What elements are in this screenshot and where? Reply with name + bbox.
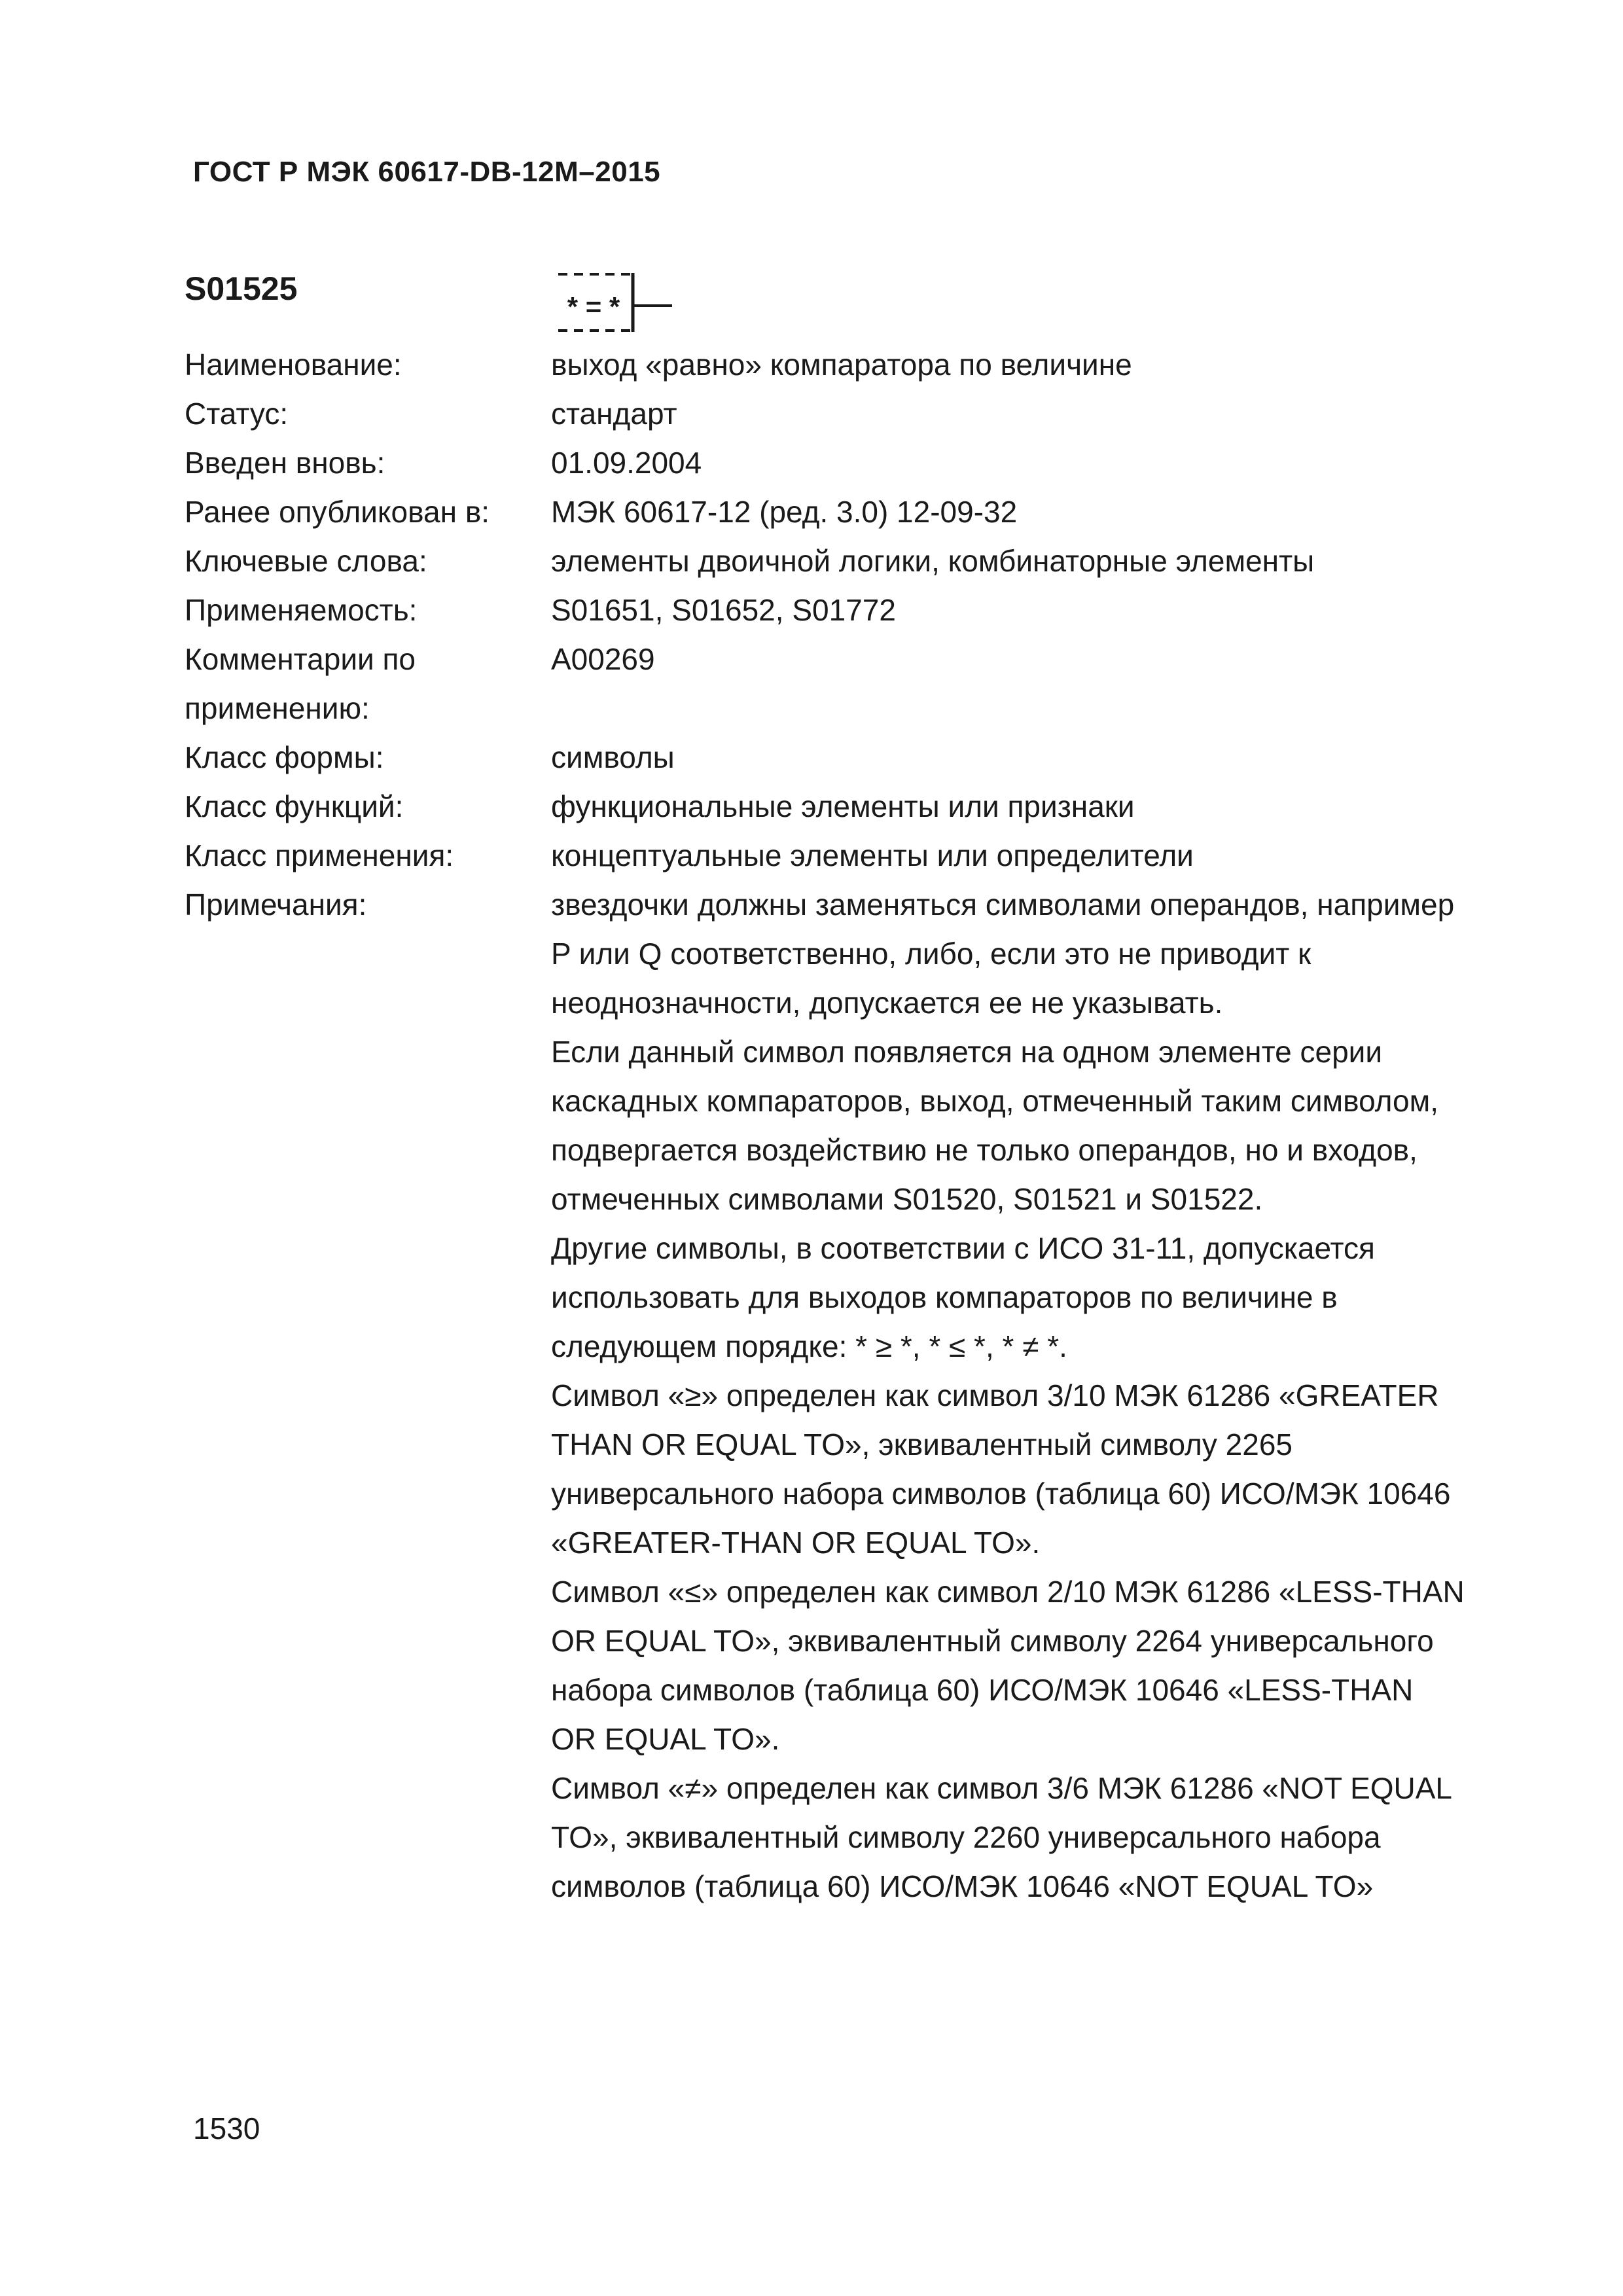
note-line: неоднозначности, допускается ее не указывать. (551, 986, 1223, 1020)
field-row-previously-published (185, 488, 1572, 537)
symbol-graphic-text: * = * (567, 291, 620, 322)
field-row-keywords (185, 537, 1572, 586)
field-list (185, 340, 1572, 1911)
field-value: элементы двоичной логики, комбинаторные элементы (551, 544, 1315, 578)
field-label: Ключевые слова: (185, 544, 427, 578)
field-value: функциональные элементы или признаки (551, 789, 1135, 823)
field-row-notes (185, 880, 1572, 1911)
document-header: ГОСТ Р МЭК 60617-DB-12M–2015 (193, 156, 661, 188)
comparator-equal-output-symbol (553, 265, 684, 337)
note-line: Если данный символ появляется на одном элементе серии (551, 1035, 1383, 1069)
page-number: 1530 (193, 2111, 260, 2145)
field-label: применению: (185, 691, 370, 725)
note-line: звездочки должны заменяться символами операндов, например (551, 888, 1455, 922)
field-row-status (185, 389, 1572, 439)
note-line: OR EQUAL TO», эквивалентный символу 2264 универсального (551, 1624, 1434, 1658)
note-line: «GREATER-THAN OR EQUAL TO». (551, 1526, 1041, 1560)
field-row-name (185, 340, 1572, 389)
notes-label: Примечания: (185, 888, 367, 922)
field-label: Статус: (185, 397, 289, 431)
note-line: Другие символы, в соответствии с ИСО 31-11, допускается (551, 1231, 1375, 1265)
field-label: Класс формы: (185, 740, 384, 774)
note-line: Символ «≥» определен как символ 3/10 МЭК 61286 «GREATER (551, 1378, 1439, 1412)
field-value: выход «равно» компаратора по величине (551, 348, 1132, 382)
note-line: набора символов (таблица 60) ИСО/МЭК 10646 «LESS-THAN (551, 1673, 1414, 1707)
field-label: Комментарии по (185, 642, 416, 676)
field-value: 01.09.2004 (551, 446, 702, 480)
note-line: OR EQUAL TO». (551, 1722, 780, 1756)
field-row-introduced (185, 439, 1572, 488)
field-value: стандарт (551, 397, 677, 431)
field-value: символы (551, 740, 675, 774)
note-line: символов (таблица 60) ИСО/МЭК 10646 «NOT EQUAL TO» (551, 1869, 1374, 1903)
note-line: следующем порядке: * ≥ *, * ≤ *, * ≠ *. (551, 1329, 1067, 1363)
field-row-shape-class (185, 733, 1572, 782)
field-label: Введен вновь: (185, 446, 385, 480)
note-line: подвергается воздействию не только операндов, но и входов, (551, 1133, 1418, 1167)
note-line: Символ «≠» определен как символ 3/6 МЭК 61286 «NOT EQUAL (551, 1771, 1453, 1805)
note-line: Символ «≤» определен как символ 2/10 МЭК 61286 «LESS-THAN (551, 1575, 1465, 1609)
symbol-id: S01525 (185, 270, 298, 307)
field-label: Класс функций: (185, 789, 404, 823)
notes-text (551, 880, 1572, 1911)
note-line: каскадных компараторов, выход, отмеченный таким символом, (551, 1084, 1439, 1118)
note-line: универсального набора символов (таблица 60) ИСО/МЭК 10646 (551, 1477, 1451, 1511)
field-label: Класс применения: (185, 838, 454, 872)
field-row-applicability (185, 586, 1572, 635)
field-row-application-comments-cont (185, 684, 1572, 733)
note-line: P или Q соответственно, либо, если это не приводит к (551, 937, 1311, 971)
note-line: THAN OR EQUAL TO», эквивалентный символу 2265 (551, 1427, 1293, 1462)
field-row-function-class (185, 782, 1572, 831)
note-line: отмеченных символами S01520, S01521 и S01522. (551, 1182, 1263, 1216)
field-value: концептуальные элементы или определители (551, 838, 1194, 872)
field-value: S01651, S01652, S01772 (551, 593, 896, 627)
field-label: Наименование: (185, 348, 402, 382)
field-value: МЭК 60617-12 (ред. 3.0) 12-09-32 (551, 495, 1018, 529)
note-line: TO», эквивалентный символу 2260 универсального набора (551, 1820, 1381, 1854)
note-line: использовать для выходов компараторов по величине в (551, 1280, 1338, 1314)
field-label: Применяемость: (185, 593, 418, 627)
field-row-application-class (185, 831, 1572, 880)
field-label: Ранее опубликован в: (185, 495, 490, 529)
field-value: A00269 (551, 642, 655, 676)
field-row-application-comments (185, 635, 1572, 684)
